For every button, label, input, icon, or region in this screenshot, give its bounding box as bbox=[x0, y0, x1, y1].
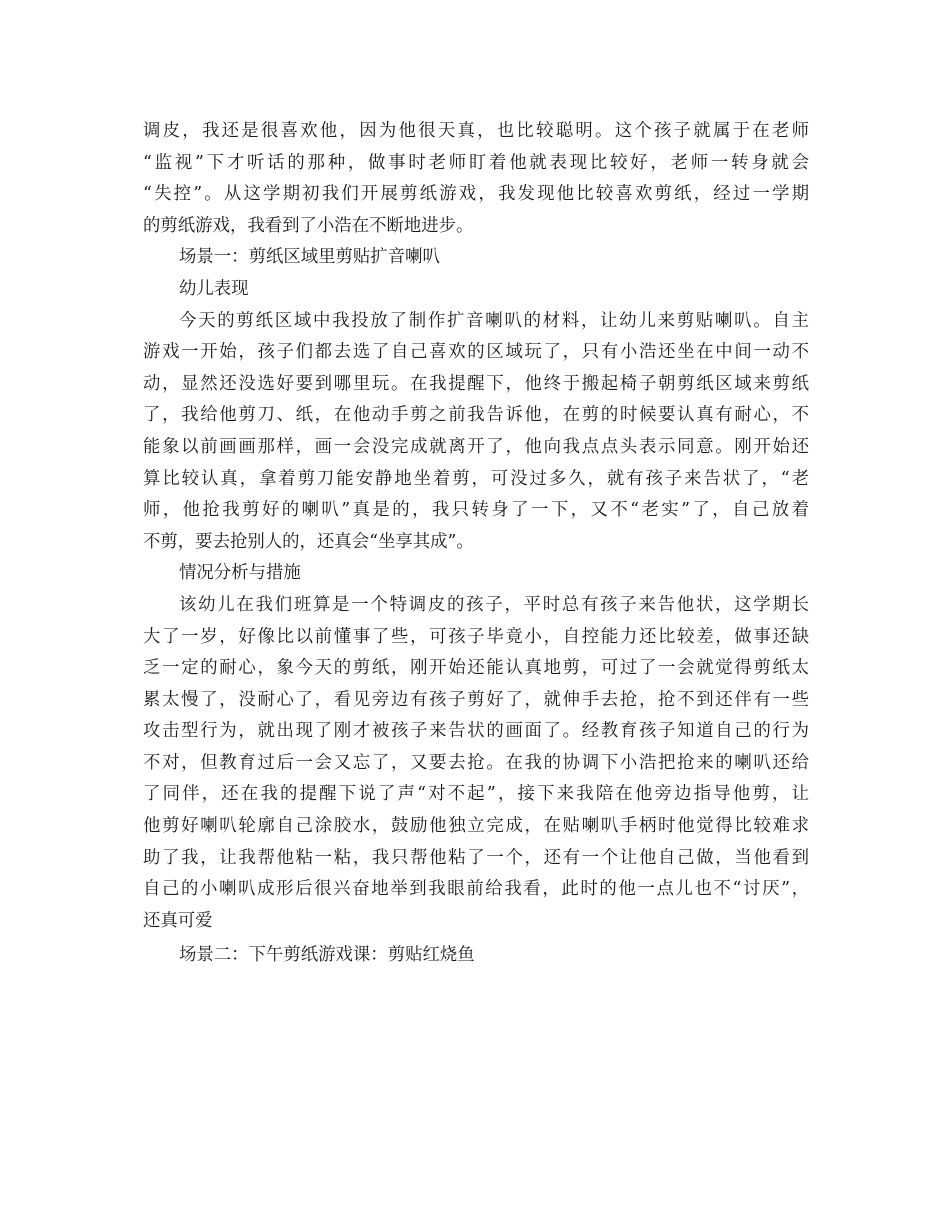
text-line: 自己的小喇叭成形后很兴奋地举到我眼前给我看，此时的他一点儿也不“讨厌”， bbox=[143, 879, 809, 900]
text-line: 该幼儿在我们班算是一个特调皮的孩子，平时总有孩子来告他状，这学期长 bbox=[179, 594, 809, 615]
text-line: 能象以前画画那样，画一会没完成就离开了，他向我点点头表示同意。刚开始还 bbox=[143, 436, 809, 457]
text-line: 还真可爱 bbox=[143, 910, 213, 931]
section-heading-analysis: 情况分析与措施 bbox=[179, 563, 301, 584]
text-line: “监视”下才听话的那种，做事时老师盯着他就表现比较好，老师一转身就会 bbox=[143, 152, 809, 173]
text-line: 动，显然还没选好要到哪里玩。在我提醒下，他终于搬起椅子朝剪纸区域来剪纸 bbox=[143, 373, 809, 394]
paragraph-analysis bbox=[143, 590, 809, 938]
text-line: 助了我，让我帮他粘一粘，我只帮他粘了一个，还有一个让他自己做，当他看到 bbox=[143, 847, 809, 868]
text-line: 大了一岁，好像比以前懂事了些，可孩子毕竟小，自控能力还比较差，做事还缺 bbox=[143, 626, 809, 647]
document-body bbox=[143, 116, 809, 972]
text-line: 乏一定的耐心，象今天的剪纸，刚开始还能认真地剪，可过了一会就觉得剪纸太 bbox=[143, 658, 809, 679]
text-line: 累太慢了，没耐心了，看见旁边有孩子剪好了，就伸手去抢，抢不到还伴有一些 bbox=[143, 689, 809, 710]
text-line: 师，他抢我剪好的喇叭”真是的，我只转身了一下，又不“老实”了，自己放着 bbox=[143, 500, 809, 521]
text-line: 了，我给他剪刀、纸，在他动手剪之前我告诉他，在剪的时候要认真有耐心，不 bbox=[143, 405, 809, 426]
paragraph-child-performance bbox=[143, 306, 809, 559]
text-line: 的剪纸游戏，我看到了小浩在不断地进步。 bbox=[143, 215, 474, 236]
text-line: 调皮，我还是很喜欢他，因为他很天真，也比较聪明。这个孩子就属于在老师 bbox=[143, 121, 809, 141]
text-line: 不对，但教育过后一会又忘了，又要去抢。在我的协调下小浩把抢来的喇叭还给 bbox=[143, 752, 809, 773]
text-line: 游戏一开始，孩子们都去选了自己喜欢的区域玩了，只有小浩还坐在中间一动不 bbox=[143, 342, 809, 363]
text-line: 今天的剪纸区域中我投放了制作扩音喇叭的材料，让幼儿来剪贴喇叭。自主 bbox=[179, 310, 809, 331]
section-heading-child-performance: 幼儿表现 bbox=[179, 278, 249, 299]
text-line: “失控”。从这学期初我们开展剪纸游戏，我发现他比较喜欢剪纸，经过一学期 bbox=[143, 184, 809, 205]
section-heading-scene-one: 场景一：剪纸区域里剪贴扩音喇叭 bbox=[179, 247, 440, 268]
text-line: 攻击型行为，就出现了刚才被孩子来告状的画面了。经教育孩子知道自己的行为 bbox=[143, 721, 809, 742]
text-line: 不剪，要去抢别人的，还真会“坐享其成”。 bbox=[143, 531, 474, 552]
text-line: 算比较认真，拿着剪刀能安静地坐着剪，可没过多久，就有孩子来告状了，“老 bbox=[143, 468, 809, 489]
paragraph-continuation bbox=[143, 116, 809, 242]
text-line: 他剪好喇叭轮廓自己涂胶水，鼓励他独立完成，在贴喇叭手柄时他觉得比较难求 bbox=[143, 816, 809, 837]
text-line: 了同伴，还在我的提醒下说了声“对不起”，接下来我陪在他旁边指导他剪，让 bbox=[143, 784, 809, 805]
section-heading-scene-two: 场景二：下午剪纸游戏课：剪贴红烧鱼 bbox=[179, 945, 475, 966]
